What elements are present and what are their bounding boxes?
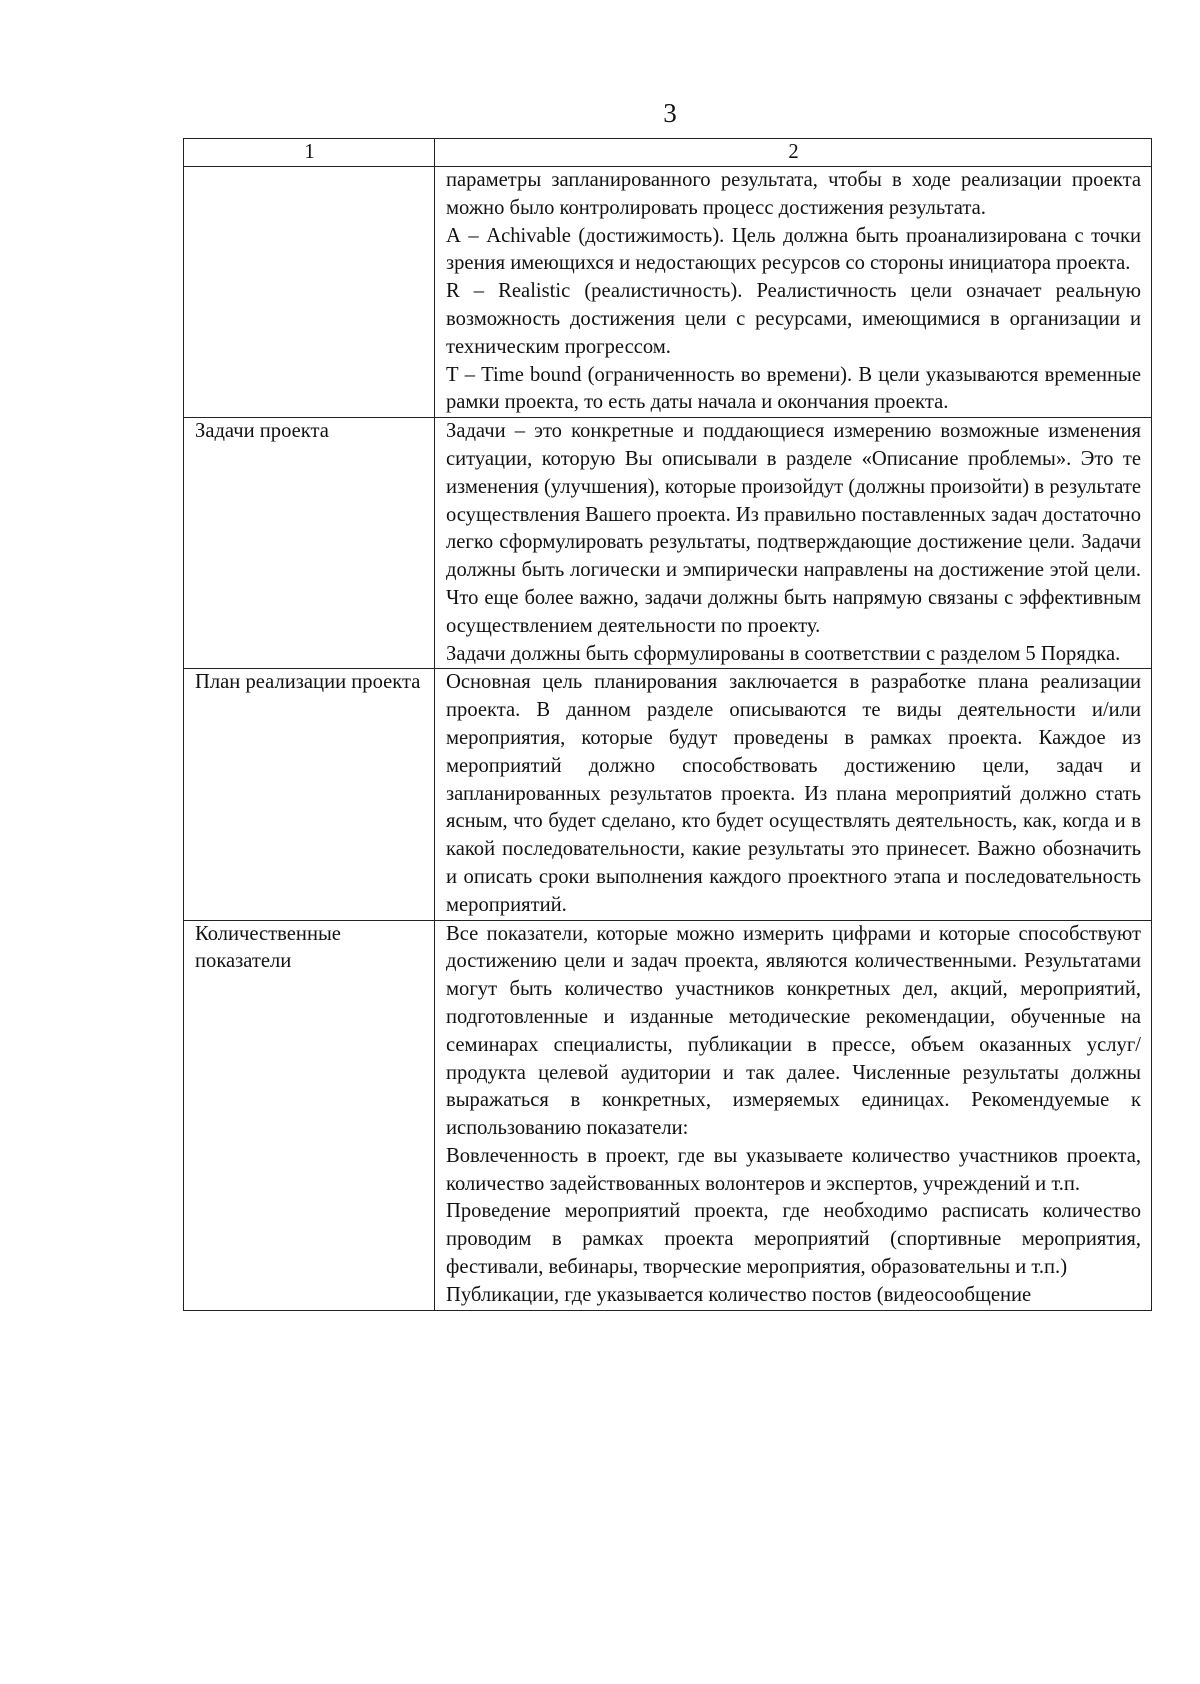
page-number: 3 [663, 98, 677, 128]
table-row [184, 167, 1152, 418]
paragraph: Т – Time bound (ограниченность во времени). В цели указываются временные рамки проекта, то есть даты начала и окончания проекта. [446, 363, 1141, 414]
paragraph: Публикации, где указывается количество постов (видеосообщение [446, 1283, 1032, 1306]
paragraph: Все показатели, которые можно измерить цифрами и которые способствуют достижению цели и задач проекта, являются количественными. Результатами могут быть количество участников конкретных дел, акций, мероприятий, подготовленные и изданные методические рекомендации, обученные на семинарах специалисты, публикации в прессе, объем оказанных услуг/продукта целевой аудитории и так далее. Численные результаты должны выражаться в конкретных, измеряемых единицах. Рекомендуемые к использованию показатели: [446, 922, 1141, 1140]
table-header-row [184, 139, 1152, 167]
paragraph: Задачи должны быть сформулированы в соответствии с разделом 5 Порядка. [446, 642, 1121, 665]
paragraph: Основная цель планирования заключается в разработке плана реализации проекта. В данном разделе описываются те виды деятельности и/или мероприятия, которые будут проведены в рамках проекта. Каждое из мероприятий должно способствовать достижению цели, задач и запланированных результатов проекта. Из плана мероприятий должно стать ясным, что будет сделано, кто будет осуществлять деятельность, как, когда и в какой последовательности, какие результаты это принесет. Важно обозначить и описать сроки выполнения каждого проектного этапа и последовательность мероприятий. [446, 671, 1141, 916]
row-content [435, 418, 1152, 669]
requirements-table [183, 138, 1152, 1311]
row-label: Количественные показатели [184, 920, 435, 1310]
row-label [184, 167, 435, 418]
table-row [184, 920, 1152, 1310]
paragraph: Вовлеченность в проект, где вы указываете количество участников проекта, количество задействованных волонтеров и экспертов, учреждений и т.п. [446, 1144, 1141, 1195]
column-header-1: 1 [184, 139, 435, 167]
paragraph: Задачи – это конкретные и поддающиеся измерению возможные изменения ситуации, которую Вы описывали в разделе «Описание проблемы». Это те изменения (улучшения), которые произойдут (должны произойти) в результате осуществления Вашего проекта. Из правильно поставленных задач достаточно легко сформулировать результаты, подтверждающие достижение цели. Задачи должны быть логически и эмпирически направлены на достижение этой цели. Что еще более важно, задачи должны быть напрямую связаны с эффективным осуществлением деятельности по проекту. [446, 420, 1141, 637]
paragraph: R – Realistic (реалистичность). Реалистичность цели означает реальную возможность достижения цели с ресурсами, имеющимися в организации и техническим прогрессом. [446, 280, 1141, 358]
paragraph: А – Achivable (достижимость). Цель должна быть проанализирована с точки зрения имеющихся и недостающих ресурсов со стороны инициатора проекта. [446, 224, 1141, 275]
table-row [184, 418, 1152, 669]
paragraph: Проведение мероприятий проекта, где необходимо расписать количество проводим в рамках проекта мероприятий (спортивные мероприятия, фестивали, вебинары, творческие мероприятия, образовательны и т.п.) [446, 1200, 1141, 1279]
row-label: План реализации проекта [184, 669, 435, 920]
row-content [435, 920, 1152, 1310]
column-header-2: 2 [435, 139, 1152, 167]
paragraph: параметры запланированного результата, чтобы в ходе реализации проекта можно было контролировать процесс достижения результата. [446, 169, 1141, 219]
row-content [435, 167, 1152, 418]
row-content [435, 669, 1152, 920]
row-label: Задачи проекта [184, 418, 435, 669]
table-row [184, 669, 1152, 920]
